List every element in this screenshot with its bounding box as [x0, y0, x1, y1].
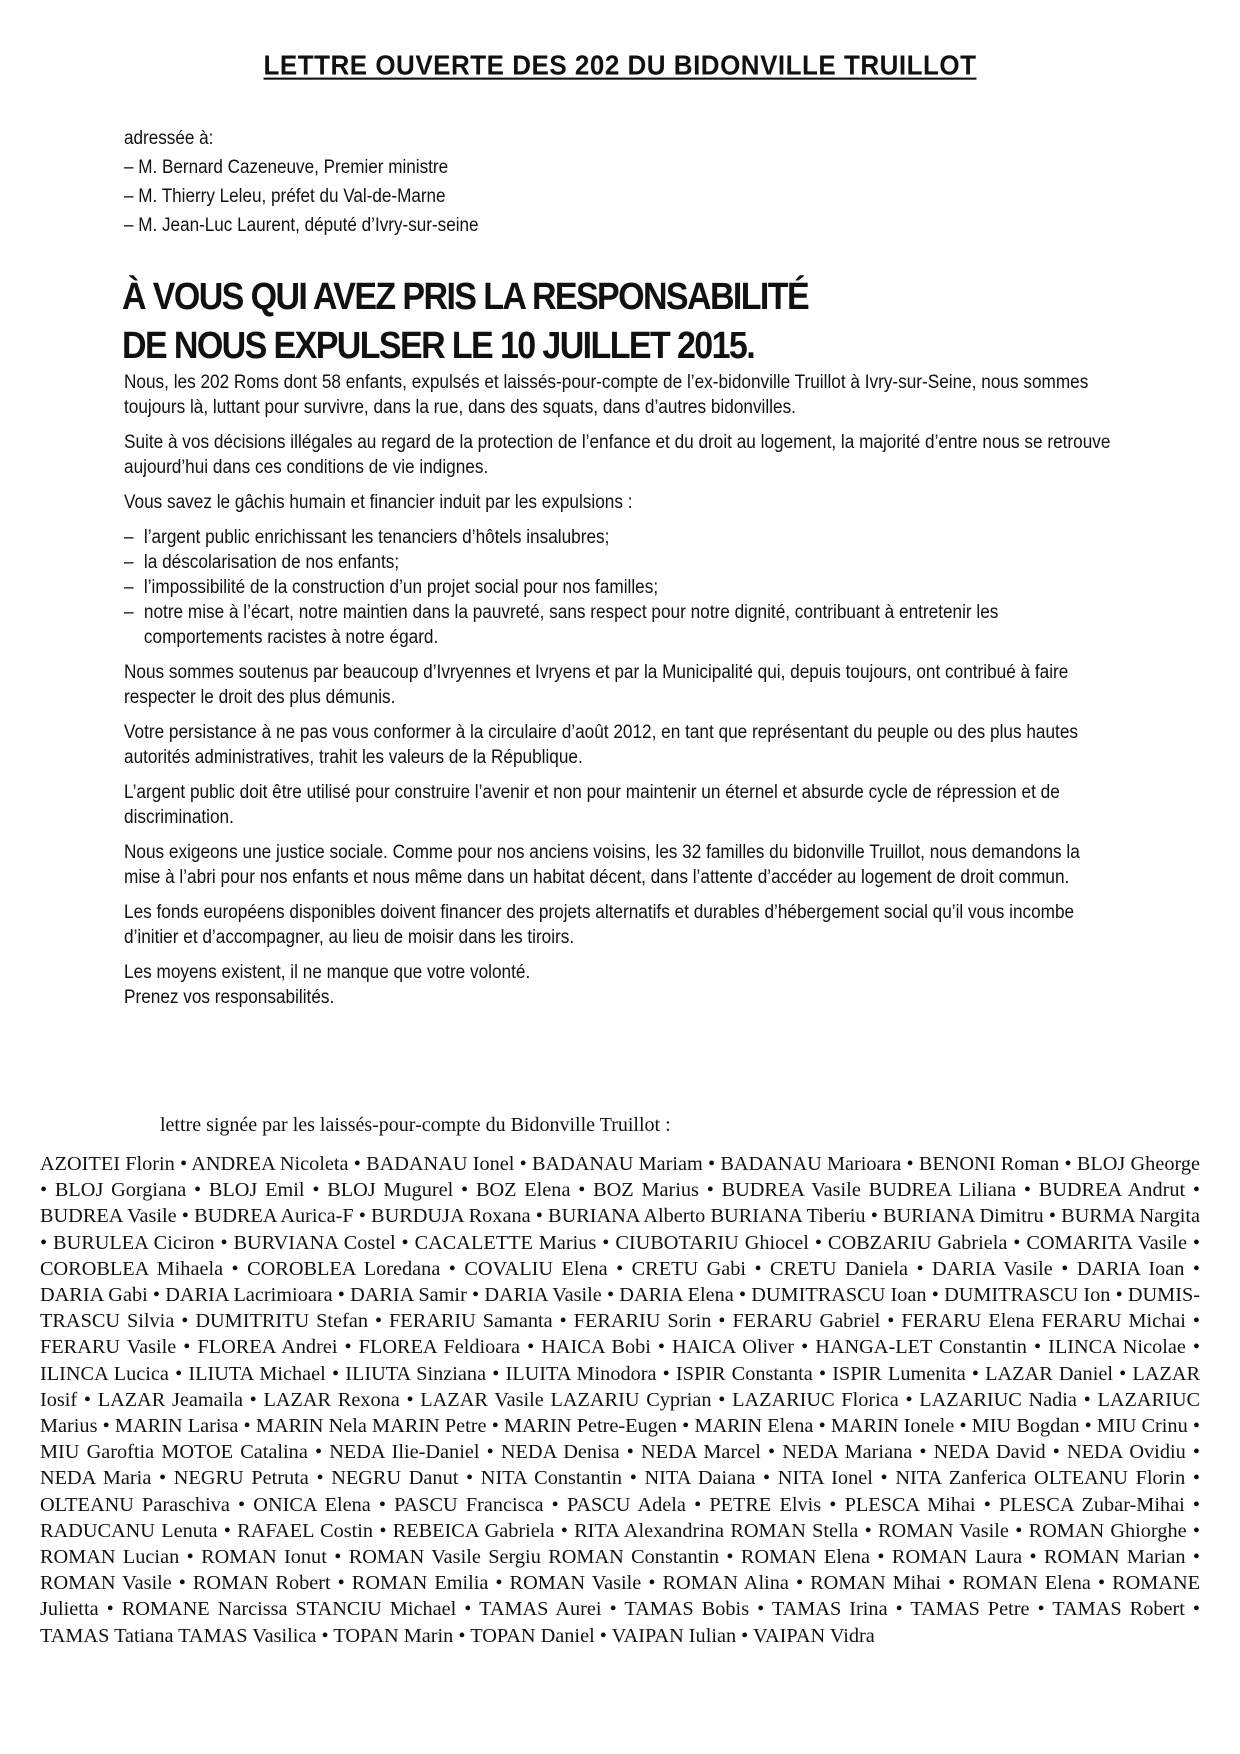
headline-line: À VOUS QUI AVEZ PRIS LA RESPONSABILITÉ — [122, 275, 809, 318]
signature-intro: lettre signée par les laissés-pour-compte du Bidonville Truillot : — [160, 1114, 671, 1136]
body-paragraph: Nous sommes soutenus par beaucoup d’Ivryennes et Ivryens et par la Municipalité qui, depuis toujours, ont contribué à faire respecter le droit des plus démunis. — [124, 662, 1069, 708]
body-paragraph: L’argent public doit être utilisé pour construire l’avenir et non pour maintenir un éternel et absurde cycle de répression et de discrimination. — [124, 782, 1060, 828]
body-paragraph: Les fonds européens disponibles doivent financer des projets alternatifs et durables d’hébergement social qu’il vous incombe d’initier et d’accompagner, au lieu de moisir dans les tiroirs. — [124, 902, 1075, 948]
addressee-block — [124, 124, 479, 240]
addressee-line: – M. Jean-Luc Laurent, député d’Ivry-sur-seine — [124, 215, 479, 236]
body-paragraph: Votre persistance à ne pas vous conformer à la circulaire d’août 2012, en tant que représentant du peuple ou des plus hautes autorités administratives, trahit les valeurs de la République. — [124, 722, 1078, 768]
closing-line: Prenez vos responsabilités. — [124, 987, 335, 1008]
list-item: – l’impossibilité de la construction d’un projet social pour nos familles; — [124, 575, 1120, 600]
closing-paragraph — [124, 960, 1120, 1010]
body-paragraph: Nous, les 202 Roms dont 58 enfants, expulsés et laissés-pour-compte de l’ex-bidonville Truillot à Ivry-sur-Seine, nous sommes toujours là, luttant pour survivre, dans la rue, dans des squats, dans d’autres bidonvilles. — [124, 372, 1089, 418]
signatories-list: AZOITEI Florin • ANDREA Nicoleta • BADANAU Ionel • BADANAU Mariam • BADANAU Marioara • BENONI Roman • BLOJ Gheorge • BLOJ Gorgiana • BLOJ Emil • BLOJ Mugurel • BOZ Elena • BOZ Marius • BUDREA Vasile BUDREA Liliana • BUDREA Andrut • BUDREA Vasile • BUDREA Aurica-F • BURDUJA Roxana • BURIANA Alberto BURIANA Tiberiu • BURIANA Dimitru • BURMA Nargita • BURULEA Ciciron • BURVIANA Costel • CACALETTE Marius • CIUBOTARIU Ghiocel • COBZARIU Gabriela • COMARITA Vasile • COROBLEA Mihaela • COROBLEA Loredana • COVALIU Elena • CRETU Gabi • CRETU Daniela • DARIA Vasile • DARIA Ioan • DARIA Gabi • DARIA Lacrimioara • DARIA Samir • DARIA Vasile • DARIA Elena • DUMITRASCU Ioan • DUMITRASCU Ion • DUMIS-TRASCU Silvia • DUMITRITU Stefan • FERARIU Samanta • FERARIU Sorin • FERARU Gabriel • FERARU Elena FERARU Michai • FERARU Vasile • FLOREA Andrei • FLOREA Feldioara • HAICA Bobi • HAICA Oliver • HANGA-LET Constantin • ILINCA Nicolae • ILINCA Lucica • ILIUTA Michael • ILIUTA Sinziana • ILUITA Minodora • ISPIR Constanta • ISPIR Lumenita • LAZAR Daniel • LAZAR Iosif • LAZAR Jeamaila • LAZAR Rexona • LAZAR Vasile LAZARIU Cyprian • LAZARIUC Florica • LAZARIUC Nadia • LAZARIUC Marius • MARIN Larisa • MARIN Nela MARIN Petre • MARIN Petre-Eugen • MARIN Elena • MARIN Ionele • MIU Bogdan • MIU Crinu • MIU Garoftia MOTOE Catalina • NEDA Ilie-Daniel • NEDA Denisa • NEDA Marcel • NEDA Mariana • NEDA David • NEDA Ovidiu • NEDA Maria • NEGRU Petruta • NEGRU Danut • NITA Constantin • NITA Daiana • NITA Ionel • NITA Zanferica OLTEANU Florin • OLTEANU Paraschiva • ONICA Elena • PASCU Francisca • PASCU Adela • PETRE Elvis • PLESCA Mihai • PLESCA Zubar-Mihai • RADUCANU Lenuta • RAFAEL Costin • REBEICA Gabriela • RITA Alexandrina ROMAN Stella • ROMAN Vasile • ROMAN Ghiorghe • ROMAN Lucian • ROMAN Ionut • ROMAN Vasile Sergiu ROMAN Constantin • ROMAN Elena • ROMAN Laura • ROMAN Marian • ROMAN Vasile • ROMAN Robert • ROMAN Emilia • ROMAN Vasile • ROMAN Alina • ROMAN Mihai • ROMAN Elena • ROMANE Julietta • ROMANE Narcissa STANCIU Michael • TAMAS Aurei • TAMAS Bobis • TAMAS Irina • TAMAS Petre • TAMAS Robert • TAMAS Tatiana TAMAS Vasilica • TOPAN Marin • TOPAN Daniel • VAIPAN Iulian • VAIPAN Vidra — [40, 1153, 1200, 1647]
consequences-list — [124, 525, 1120, 650]
list-item: – notre mise à l’écart, notre maintien dans la pauvreté, sans respect pour notre dignité, contribuant à entretenir les comportements racistes à notre égard. — [124, 600, 1120, 650]
body-paragraph: Vous savez le gâchis humain et financier induit par les expulsions : — [124, 492, 633, 513]
body-paragraph: Nous exigeons une justice sociale. Comme pour nos anciens voisins, les 32 familles du bidonville Truillot, nous demandons la mise à l’abri pour nos enfants et nous même dans un habitat décent, dans l’attente d’accéder au logement de droit commun. — [124, 842, 1080, 888]
addressee-line: – M. Thierry Leleu, préfet du Val-de-Marne — [124, 186, 446, 207]
headline — [122, 272, 808, 371]
addressee-line: – M. Bernard Cazeneuve, Premier ministre — [124, 157, 449, 178]
headline-line: DE NOUS EXPULSER LE 10 JUILLET 2015. — [122, 324, 755, 368]
letter-title: LETTRE OUVERTE DES 202 DU BIDONVILLE TRUILLOT — [263, 49, 977, 81]
closing-line: Les moyens existent, il ne manque que votre volonté. — [124, 962, 531, 983]
body-paragraph: Suite à vos décisions illégales au regard de la protection de l’enfance et du droit au logement, la majorité d’entre nous se retrouve aujourd’hui dans ces conditions de vie indignes. — [124, 432, 1111, 478]
letter-body — [124, 370, 1120, 1010]
addressee-intro: adressée à: — [124, 128, 214, 149]
list-item: – l’argent public enrichissant les tenanciers d’hôtels insalubres; — [124, 525, 1120, 550]
list-item: – la déscolarisation de nos enfants; — [124, 550, 1120, 575]
